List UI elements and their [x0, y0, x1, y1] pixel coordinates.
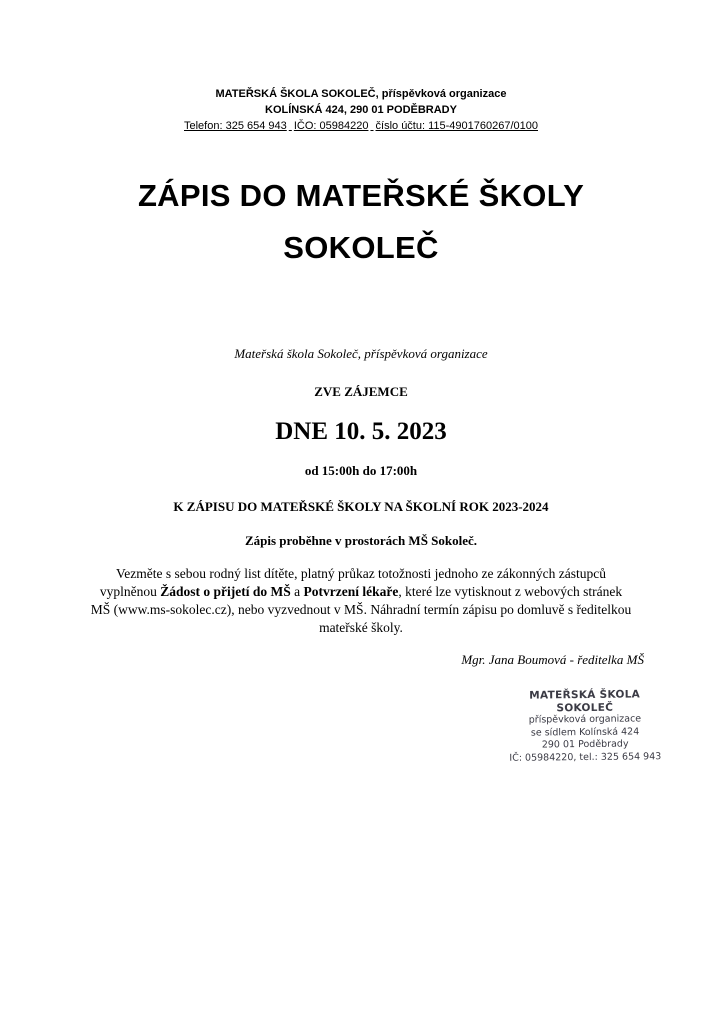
stamp-line-3: se sídlem Kolínská 424 [530, 725, 640, 739]
event-time: od 15:00h do 17:00h [304, 463, 418, 478]
letterhead [0, 86, 722, 134]
event-date: DNE 10. 5. 2023 [275, 418, 447, 445]
official-stamp [500, 688, 671, 765]
signature: Mgr. Jana Boumová - ředitelka MŠ [461, 652, 644, 667]
page-title [0, 170, 722, 274]
letterhead-contact-line [0, 118, 722, 134]
form-medical-certificate-name: Potvrzení lékaře [303, 584, 399, 599]
stamp-line-2: příspěvková organizace [528, 713, 642, 726]
stamp-line-1: MATEŘSKÁ ŠKOLA SOKOLEČ [529, 688, 641, 714]
title-line-2: SOKOLEČ [283, 230, 439, 265]
instructions-part-3: , které lze vytisknout z webových stránek MŠ (www.ms-sokolec.cz), nebo vyzvednout v MŠ. Náhradní termín zápisu po domluvě s ředitelkou mateřské školy. [90, 584, 632, 635]
form-application-name: Žádost o přijetí do MŠ [160, 584, 291, 599]
event-location: Zápis proběhne v prostorách MŠ Sokoleč. [244, 533, 478, 548]
instructions-part-2: a [290, 584, 304, 599]
title-line-1: ZÁPIS DO MATEŘSKÉ ŠKOLY [137, 178, 585, 213]
letterhead-phone: Telefon: 325 654 943 [184, 120, 287, 132]
instructions-paragraph [90, 565, 632, 637]
stamp-line-5: IČ: 05984220, tel.: 325 654 943 [509, 750, 662, 764]
stamp-line-4: 290 01 Poděbrady [541, 738, 629, 751]
letterhead-ico: IČO: 05984220 [293, 120, 369, 132]
letterhead-org-name: MATEŘSKÁ ŠKOLA SOKOLEČ, příspěvková organizace [215, 88, 507, 100]
inviter-text: Mateřská škola Sokoleč, příspěvková organizace [234, 346, 488, 361]
letterhead-account: číslo účtu: 115-4901760267/0100 [375, 120, 538, 132]
invites-heading: ZVE ZÁJEMCE [314, 384, 408, 399]
event-purpose: K ZÁPISU DO MATEŘSKÉ ŠKOLY NA ŠKOLNÍ ROK 2023-2024 [173, 499, 549, 514]
instructions-part-1: Vezměte s sebou rodný list dítěte, platný průkaz totožnosti jednoho ze zákonných zástupců vyplněnou [99, 566, 606, 599]
letterhead-address: KOLÍNSKÁ 424, 290 01 PODĚBRADY [265, 104, 457, 116]
